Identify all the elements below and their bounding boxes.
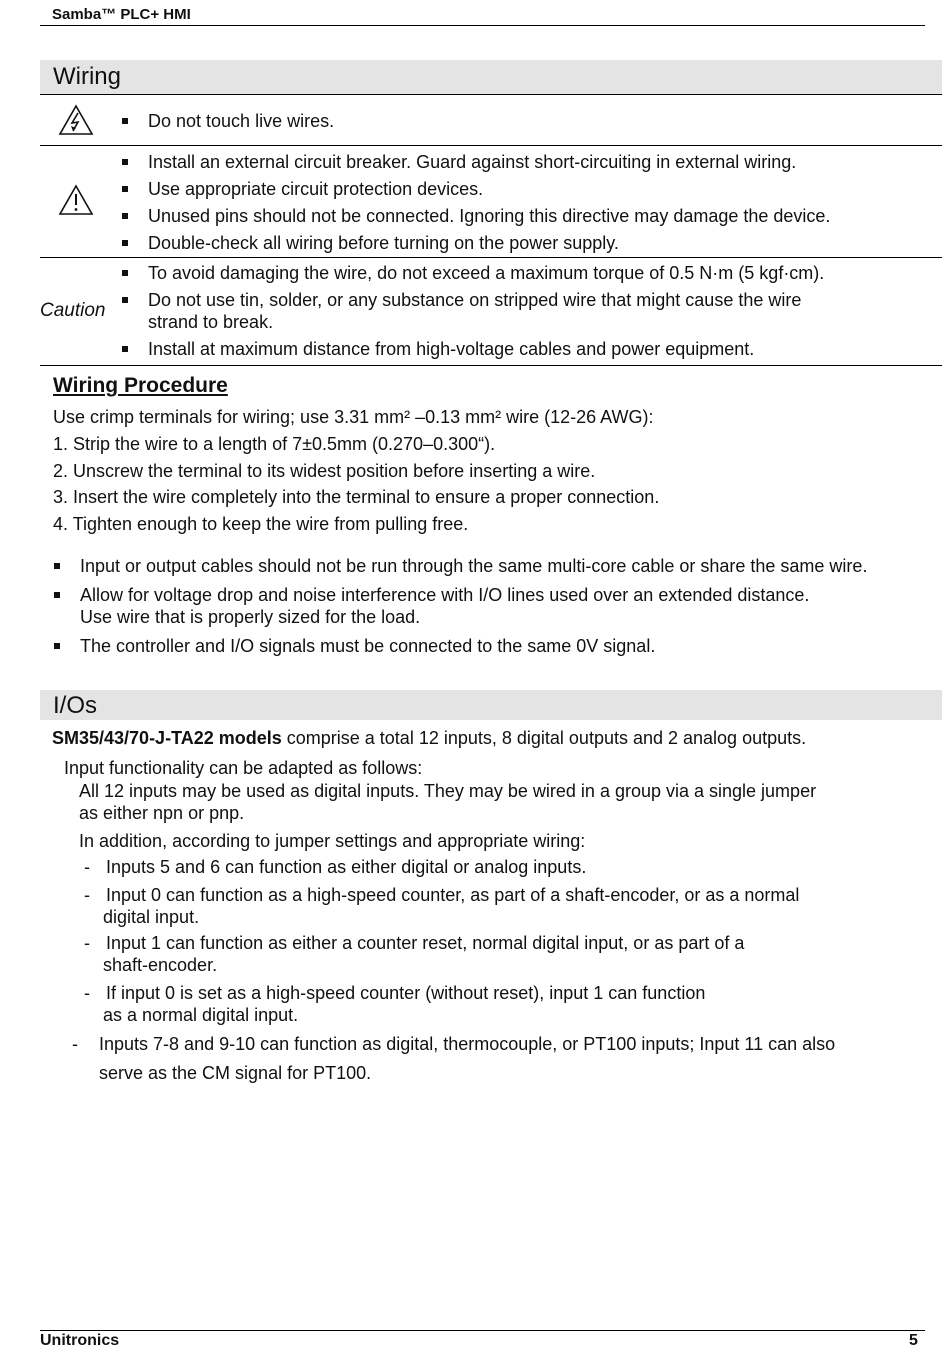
caution-item: Install at maximum distance from high-voltage cables and power equipment. bbox=[122, 338, 754, 360]
caution-item: To avoid damaging the wire, do not exceed a maximum torque of 0.5 N·m (5 kgf·cm). bbox=[122, 262, 824, 284]
wiring-row-divider bbox=[40, 257, 942, 258]
procedure-note: Allow for voltage drop and noise interference with I/O lines used over an extended distance. bbox=[54, 584, 809, 606]
footer-rule bbox=[40, 1330, 925, 1331]
ios-all-inputs-line: All 12 inputs may be used as digital inputs. They may be wired in a group via a single jumper bbox=[79, 781, 817, 801]
ios-models-line bbox=[52, 727, 806, 749]
procedure-step: 1. Strip the wire to a length of 7±0.5mm (0.270–0.300“). bbox=[53, 434, 496, 454]
wiring-table-bottom-rule bbox=[40, 365, 942, 366]
ios-dash-item-continuation: digital input. bbox=[103, 907, 200, 927]
ios-models-description: comprise a total 12 inputs, 8 digital outputs and 2 analog outputs. bbox=[281, 728, 807, 748]
warning-item: Use appropriate circuit protection devices. bbox=[122, 178, 483, 200]
shock-item: Do not touch live wires. bbox=[122, 110, 334, 132]
caution-item-continuation: strand to break. bbox=[148, 312, 274, 332]
ios-dash-item: - Input 0 can function as a high-speed counter, as part of a shaft-encoder, or as a normal bbox=[84, 885, 800, 905]
ios-models-name: SM35/43/70-J-TA22 models bbox=[52, 728, 282, 748]
procedure-step: 4. Tighten enough to keep the wire from pulling free. bbox=[53, 514, 469, 534]
ios-dash-item-continuation: serve as the CM signal for PT100. bbox=[99, 1063, 372, 1083]
wiring-row-divider bbox=[40, 145, 942, 146]
warning-item: Install an external circuit breaker. Guard against short-circuiting in external wiring. bbox=[122, 151, 796, 173]
wiring-section-title: Wiring bbox=[53, 63, 122, 90]
procedure-note-continuation: Use wire that is properly sized for the load. bbox=[80, 607, 421, 627]
wiring-section-band bbox=[40, 60, 942, 94]
procedure-intro: Use crimp terminals for wiring; use 3.31 mm² –0.13 mm² wire (12-26 AWG): bbox=[53, 407, 654, 427]
ios-dash-item: - Inputs 7-8 and 9-10 can function as digital, thermocouple, or PT100 inputs; Input 11 can also bbox=[72, 1034, 836, 1054]
procedure-step: 3. Insert the wire completely into the terminal to ensure a proper connection. bbox=[53, 487, 660, 507]
ios-addition-line: In addition, according to jumper settings and appropriate wiring: bbox=[79, 831, 586, 851]
caution-item: Do not use tin, solder, or any substance on stripped wire that might cause the wire bbox=[122, 289, 801, 311]
header-rule bbox=[40, 25, 925, 26]
footer-page-number: 5 bbox=[909, 1332, 918, 1349]
ios-dash-item: - Inputs 5 and 6 can function as either digital or analog inputs. bbox=[84, 857, 587, 877]
electric-shock-warning-icon bbox=[58, 104, 94, 141]
warning-triangle-icon bbox=[58, 184, 94, 221]
procedure-note: Input or output cables should not be run through the same multi-core cable or share the same wire. bbox=[54, 555, 867, 577]
warning-item: Unused pins should not be connected. Ignoring this directive may damage the device. bbox=[122, 205, 830, 227]
ios-dash-item-continuation: shaft-encoder. bbox=[103, 955, 218, 975]
ios-section-band bbox=[40, 690, 942, 720]
ios-section-title: I/Os bbox=[53, 692, 98, 719]
wiring-table-top-rule bbox=[40, 94, 942, 95]
caution-label: Caution bbox=[40, 300, 106, 321]
procedure-step: 2. Unscrew the terminal to its widest position before inserting a wire. bbox=[53, 461, 596, 481]
procedure-note: The controller and I/O signals must be connected to the same 0V signal. bbox=[54, 635, 655, 657]
ios-adapt-line: Input functionality can be adapted as follows: bbox=[64, 758, 423, 778]
ios-dash-item: - If input 0 is set as a high-speed counter (without reset), input 1 can function bbox=[84, 983, 706, 1003]
ios-all-inputs-continuation: as either npn or pnp. bbox=[79, 803, 245, 823]
ios-dash-item-continuation: as a normal digital input. bbox=[103, 1005, 299, 1025]
document-header-title: Samba™ PLC+ HMI bbox=[52, 6, 191, 23]
wiring-procedure-heading: Wiring Procedure bbox=[53, 374, 228, 397]
warning-item: Double-check all wiring before turning on the power supply. bbox=[122, 232, 619, 254]
footer-company: Unitronics bbox=[40, 1332, 120, 1349]
ios-dash-item: - Input 1 can function as either a counter reset, normal digital input, or as part of a bbox=[84, 933, 745, 953]
